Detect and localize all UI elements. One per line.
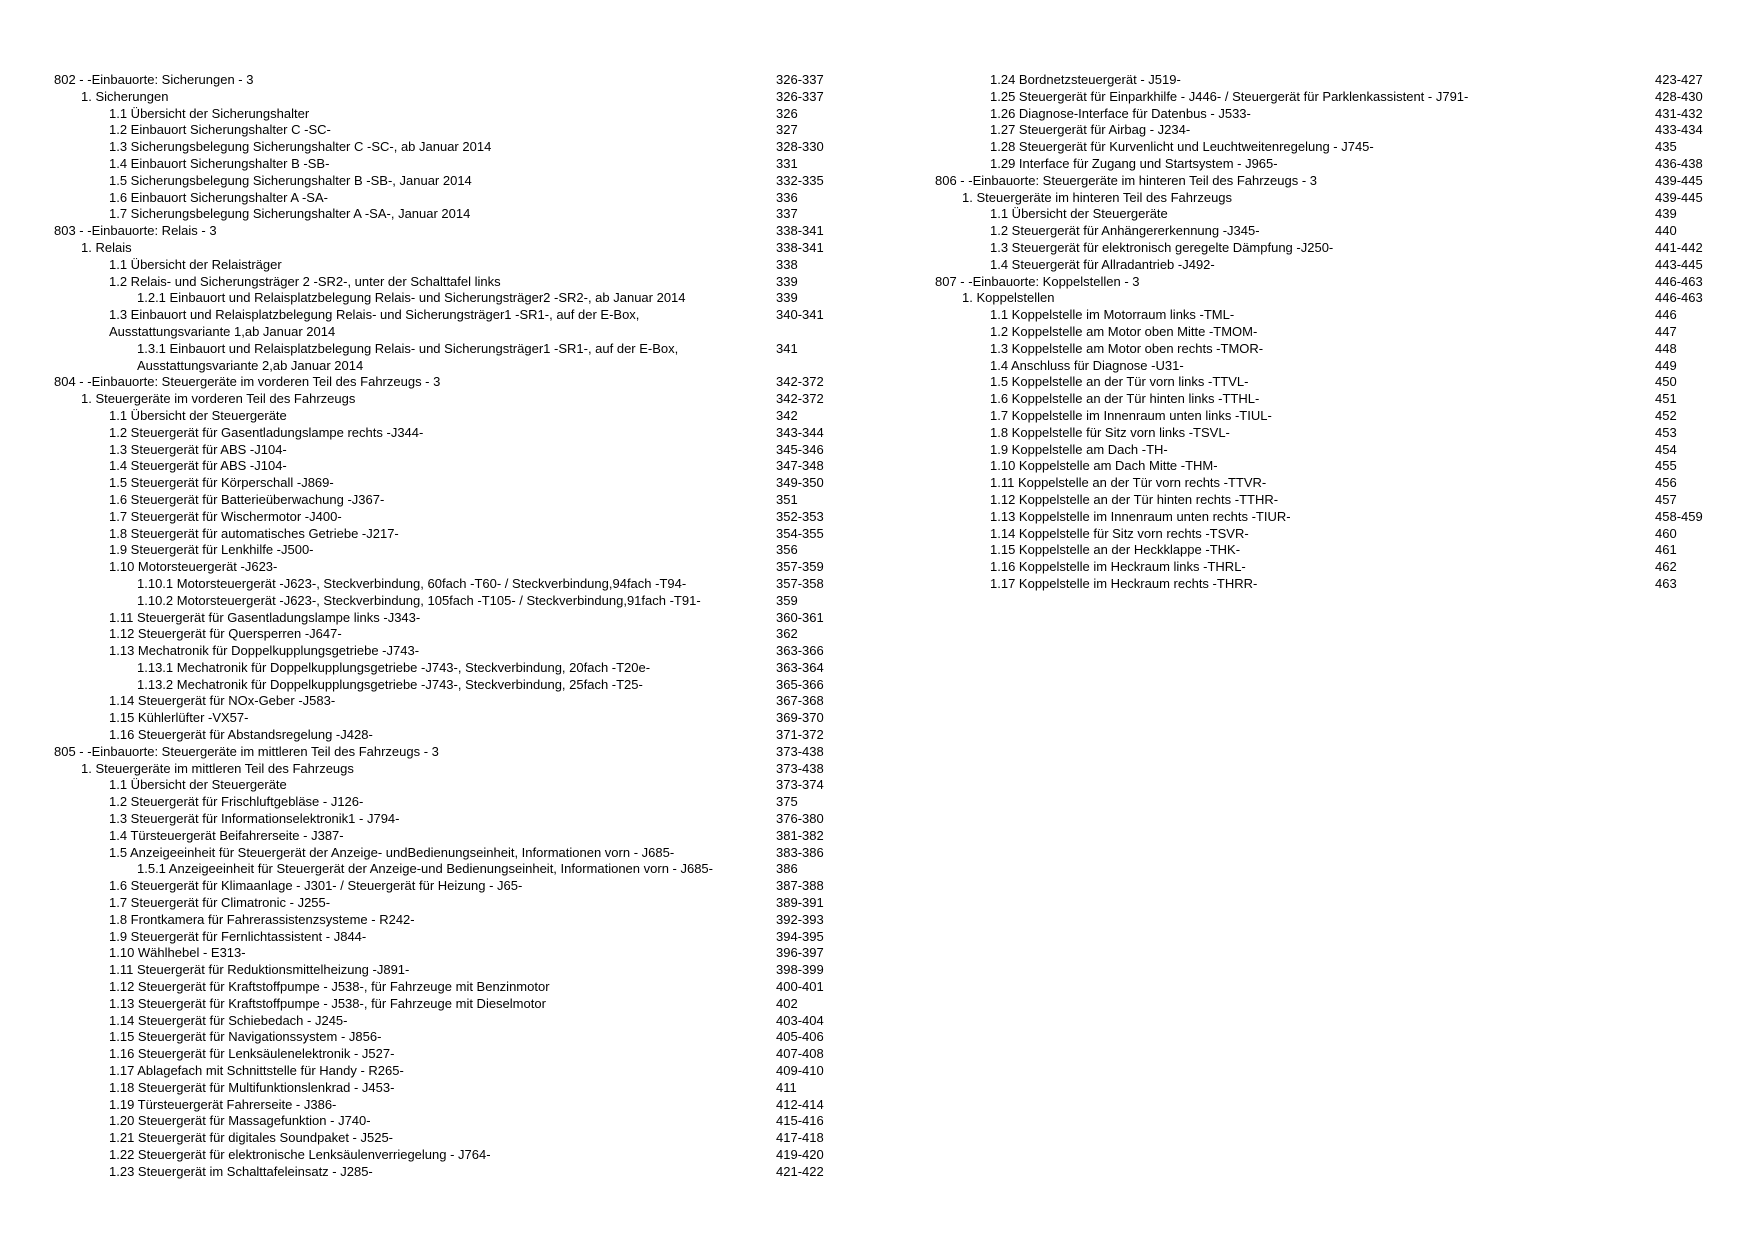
toc-entry-title: 1.6 Koppelstelle an der Tür hinten links -TTHL-: [990, 391, 1260, 407]
toc-entry-pages: 441-442: [1655, 239, 1703, 255]
toc-entry[interactable]: [54, 89, 824, 106]
toc-entry-title: 806 - -Einbauorte: Steuergeräte im hinteren Teil des Fahrzeugs - 3: [935, 172, 1318, 188]
toc-entry-title: 1.1 Koppelstelle im Motorraum links -TML-: [990, 307, 1235, 323]
toc-entry-title: 802 - -Einbauorte: Sicherungen - 3: [54, 72, 254, 87]
toc-entry-title: 1.13 Mechatronik für Doppelkupplungsgetriebe -J743-: [109, 643, 420, 659]
toc-column-left: [54, 72, 824, 1181]
toc-entry[interactable]: [54, 425, 824, 442]
toc-entry-title: 1.11 Steuergerät für Reduktionsmittelheizung -J891-: [109, 962, 410, 978]
toc-entry[interactable]: [54, 1046, 824, 1063]
toc-entry[interactable]: [54, 307, 824, 324]
toc-entry-title: 1.2 Steuergerät für Frischluftgebläse - J126-: [109, 794, 364, 810]
toc-entry[interactable]: [54, 929, 824, 946]
toc-entry-title: 1.28 Steuergerät für Kurvenlicht und Leuchtweitenregelung - J745-: [990, 139, 1374, 155]
toc-entry-pages: 363-366: [776, 643, 824, 659]
toc-entry[interactable]: [54, 559, 824, 576]
toc-entry-title: 1.7 Steuergerät für Wischermotor -J400-: [109, 508, 342, 524]
toc-entry[interactable]: [54, 1063, 824, 1080]
toc-entry[interactable]: [54, 777, 824, 794]
toc-entry[interactable]: [935, 290, 1710, 307]
toc-entry[interactable]: [935, 475, 1710, 492]
toc-entry[interactable]: [54, 324, 824, 341]
toc-entry-title: 1.3 Steuergerät für elektronisch geregelte Dämpfung -J250-: [990, 239, 1334, 255]
toc-entry[interactable]: [54, 274, 824, 291]
toc-entry[interactable]: [935, 173, 1710, 190]
toc-entry[interactable]: [54, 643, 824, 660]
toc-entry[interactable]: [935, 341, 1710, 358]
toc-entry[interactable]: [54, 475, 824, 492]
toc-entry[interactable]: [935, 257, 1710, 274]
toc-entry-title: 1.13.2 Mechatronik für Doppelkupplungsgetriebe -J743-, Steckverbindung, 25fach -T25-: [137, 676, 643, 692]
toc-entry[interactable]: [935, 223, 1710, 240]
toc-entry-pages: 448: [1655, 340, 1677, 356]
toc-entry-pages: 373-374: [776, 777, 824, 793]
toc-entry[interactable]: [935, 492, 1710, 509]
toc-entry-title: 1.3 Sicherungsbelegung Sicherungshalter C -SC-, ab Januar 2014: [109, 139, 492, 155]
toc-entry[interactable]: [935, 576, 1710, 593]
toc-entry-pages: 396-397: [776, 945, 824, 961]
toc-entry-pages: 402: [776, 995, 798, 1011]
toc-entry-title: 1.1 Übersicht der Steuergeräte: [990, 206, 1168, 222]
toc-entry[interactable]: [54, 794, 824, 811]
toc-entry-title: 1.6 Einbauort Sicherungshalter A -SA-: [109, 189, 328, 205]
toc-entry-pages: 338: [776, 256, 798, 272]
toc-entry[interactable]: [54, 240, 824, 257]
toc-entry-pages: 342: [776, 407, 798, 423]
toc-entry-pages: 336: [776, 189, 798, 205]
toc-entry-title: 1.1 Übersicht der Relaisträger: [109, 256, 282, 272]
toc-entry[interactable]: [54, 895, 824, 912]
toc-entry-pages: 443-445: [1655, 256, 1703, 272]
toc-entry[interactable]: [54, 290, 824, 307]
toc-entry-pages: 356: [776, 542, 798, 558]
toc-entry-pages: 436-438: [1655, 155, 1703, 171]
toc-entry-pages: 446-463: [1655, 273, 1703, 289]
toc-entry-pages: 376-380: [776, 811, 824, 827]
toc-entry[interactable]: [54, 761, 824, 778]
toc-entry-title: 1. Koppelstellen: [962, 290, 1055, 306]
toc-entry[interactable]: [54, 979, 824, 996]
toc-entry-title: 1.1 Übersicht der Steuergeräte: [109, 777, 287, 793]
toc-entry-title: 1.13 Koppelstelle im Innenraum unten rechts -TIUR-: [990, 508, 1291, 524]
toc-entry[interactable]: [54, 458, 824, 475]
toc-entry-pages: 439-445: [1655, 172, 1703, 188]
toc-entry-pages: 367-368: [776, 693, 824, 709]
toc-entry-pages: 343-344: [776, 424, 824, 440]
toc-entry-pages: 326-337: [776, 88, 824, 104]
toc-entry[interactable]: [54, 139, 824, 156]
toc-entry-pages: 338-341: [776, 223, 824, 239]
toc-entry-title: 1.5 Anzeigeeinheit für Steuergerät der Anzeige- undBedienungseinheit, Informationen vorn - J685-: [109, 844, 675, 860]
toc-entry-title: 1.6 Steuergerät für Klimaanlage - J301- / Steuergerät für Heizung - J65-: [109, 878, 523, 894]
toc-entry-pages: 383-386: [776, 844, 824, 860]
toc-entry[interactable]: [54, 727, 824, 744]
toc-entry-pages: 446-463: [1655, 290, 1703, 306]
toc-entry[interactable]: [935, 89, 1710, 106]
toc-entry-title: 1.4 Anschluss für Diagnose -U31-: [990, 357, 1184, 373]
toc-entry-title: 1.17 Ablagefach mit Schnittstelle für Handy - R265-: [109, 1063, 404, 1079]
toc-entry[interactable]: [54, 744, 824, 761]
toc-entry-title: 1.14 Steuergerät für Schiebedach - J245-: [109, 1012, 348, 1028]
toc-entry-pages: 435: [1655, 139, 1677, 155]
toc-entry-title: 1.3 Einbauort und Relaisplatzbelegung Relais- und Sicherungsträger1 -SR1-, auf der E-Box,: [109, 307, 640, 323]
toc-entry-title: 1.16 Koppelstelle im Heckraum links -THRL-: [990, 559, 1246, 575]
toc-entry-pages: 451: [1655, 391, 1677, 407]
toc-entry-pages: 415-416: [776, 1113, 824, 1129]
toc-entry-pages: 369-370: [776, 710, 824, 726]
toc-entry[interactable]: [54, 576, 824, 593]
toc-entry-title: 1.2 Koppelstelle am Motor oben Mitte -TMOM-: [990, 323, 1258, 339]
toc-entry-pages: 340-341: [776, 307, 824, 323]
toc-entry[interactable]: [935, 106, 1710, 123]
toc-entry-pages: 337: [776, 206, 798, 222]
toc-entry[interactable]: [54, 492, 824, 509]
toc-entry-pages: 387-388: [776, 878, 824, 894]
toc-entry[interactable]: [54, 72, 824, 89]
toc-entry-pages: 362: [776, 626, 798, 642]
toc-entry-pages: 428-430: [1655, 88, 1703, 104]
toc-entry[interactable]: [54, 122, 824, 139]
toc-entry[interactable]: [54, 962, 824, 979]
toc-entry-title: 1.20 Steuergerät für Massagefunktion - J740-: [109, 1113, 371, 1129]
toc-entry-pages: 339: [776, 290, 798, 306]
toc-entry[interactable]: [935, 358, 1710, 375]
toc-entry[interactable]: [935, 122, 1710, 139]
toc-entry-title: 1.15 Kühlerlüfter -VX57-: [109, 710, 249, 726]
toc-entry-pages: 351: [776, 491, 798, 507]
toc-entry[interactable]: [935, 391, 1710, 408]
toc-entry-pages: 386: [776, 861, 798, 877]
toc-entry-pages: 433-434: [1655, 122, 1703, 138]
toc-entry[interactable]: [935, 274, 1710, 291]
toc-entry-title: 1.8 Koppelstelle für Sitz vorn links -TSVL-: [990, 424, 1230, 440]
toc-entry[interactable]: [935, 324, 1710, 341]
toc-entry-title: 1.7 Sicherungsbelegung Sicherungshalter A -SA-, Januar 2014: [109, 206, 471, 222]
toc-entry[interactable]: [54, 626, 824, 643]
toc-entry-title: 1. Relais: [81, 239, 132, 255]
toc-entry[interactable]: [54, 509, 824, 526]
toc-column-right: [935, 72, 1710, 593]
toc-entry-pages: 392-393: [776, 911, 824, 927]
toc-entry-title: 1.16 Steuergerät für Abstandsregelung -J428-: [109, 727, 373, 743]
toc-entry-title: 1.14 Koppelstelle für Sitz vorn rechts -TSVR-: [990, 525, 1249, 541]
toc-entry-pages: 456: [1655, 475, 1677, 491]
toc-entry-pages: 417-418: [776, 1130, 824, 1146]
toc-entry-pages: 457: [1655, 491, 1677, 507]
toc-entry-title: 1.23 Steuergerät im Schalttafeleinsatz - J285-: [109, 1163, 373, 1179]
toc-entry-title: 1.13 Steuergerät für Kraftstoffpumpe - J538-, für Fahrzeuge mit Dieselmotor: [109, 995, 546, 1011]
toc-entry[interactable]: [54, 593, 824, 610]
toc-entry[interactable]: [54, 1013, 824, 1030]
toc-entry-pages: 332-335: [776, 172, 824, 188]
toc-entry-title: 1.10 Motorsteuergerät -J623-: [109, 559, 278, 575]
toc-entry-pages: 394-395: [776, 928, 824, 944]
toc-entry-pages: 328-330: [776, 139, 824, 155]
toc-entry-title: 1.16 Steuergerät für Lenksäulenelektronik - J527-: [109, 1046, 395, 1062]
toc-entry-title: 1.8 Frontkamera für Fahrerassistenzsysteme - R242-: [109, 911, 415, 927]
toc-entry[interactable]: [54, 710, 824, 727]
toc-entry-pages: 463: [1655, 575, 1677, 591]
toc-entry-title: 1.13.1 Mechatronik für Doppelkupplungsgetriebe -J743-, Steckverbindung, 20fach -T20e-: [137, 659, 651, 675]
toc-entry-pages: 455: [1655, 458, 1677, 474]
toc-entry-pages: 365-366: [776, 676, 824, 692]
toc-entry[interactable]: [935, 139, 1710, 156]
toc-entry[interactable]: [54, 542, 824, 559]
toc-entry-pages: 381-382: [776, 827, 824, 843]
toc-entry-pages: 452: [1655, 407, 1677, 423]
toc-entry-pages: 462: [1655, 559, 1677, 575]
toc-entry-title: 1.7 Koppelstelle im Innenraum unten links -TIUL-: [990, 407, 1272, 423]
toc-entry[interactable]: [54, 861, 824, 878]
toc-entry-title: 1.29 Interface für Zugang und Startsystem - J965-: [990, 155, 1278, 171]
toc-entry-pages: 439-445: [1655, 189, 1703, 205]
toc-entry-title: 1.21 Steuergerät für digitales Soundpaket - J525-: [109, 1130, 394, 1146]
toc-entry[interactable]: [935, 408, 1710, 425]
toc-entry-pages: 347-348: [776, 458, 824, 474]
toc-entry-title: 1.12 Koppelstelle an der Tür hinten rechts -TTHR-: [990, 491, 1279, 507]
toc-entry[interactable]: [935, 374, 1710, 391]
toc-entry-pages: 338-341: [776, 239, 824, 255]
toc-entry-title: 1.5.1 Anzeigeeinheit für Steuergerät der Anzeige-und Bedienungseinheit, Informationen vorn - J685-: [137, 861, 713, 877]
toc-entry-pages: 331: [776, 155, 798, 171]
toc-entry-title: 1.2 Relais- und Sicherungsträger 2 -SR2-, unter der Schalttafel links: [109, 273, 501, 289]
toc-entry[interactable]: [54, 1113, 824, 1130]
toc-entry-pages: 352-353: [776, 508, 824, 524]
toc-entry-title: 1.6 Steuergerät für Batterieüberwachung -J367-: [109, 491, 385, 507]
toc-entry[interactable]: [54, 1130, 824, 1147]
toc-entry-title: 1.8 Steuergerät für automatisches Getriebe -J217-: [109, 525, 399, 541]
toc-entry-pages: 373-438: [776, 760, 824, 776]
toc-entry-title: 1.2.1 Einbauort und Relaisplatzbelegung Relais- und Sicherungsträger2 -SR2-, ab Januar 2014: [137, 290, 686, 306]
toc-entry[interactable]: [54, 1147, 824, 1164]
toc-entry[interactable]: [54, 358, 824, 375]
toc-entry[interactable]: [54, 845, 824, 862]
toc-entry-title: 1.2 Einbauort Sicherungshalter C -SC-: [109, 122, 331, 138]
toc-entry-pages: 389-391: [776, 895, 824, 911]
toc-entry[interactable]: [54, 190, 824, 207]
toc-entry-pages: 461: [1655, 542, 1677, 558]
toc-entry-title: 1.3 Koppelstelle am Motor oben rechts -TMOR-: [990, 340, 1264, 356]
toc-entry-title: 1.12 Steuergerät für Quersperren -J647-: [109, 626, 342, 642]
toc-entry[interactable]: [54, 828, 824, 845]
toc-entry-pages: 363-364: [776, 659, 824, 675]
toc-entry-pages: 447: [1655, 323, 1677, 339]
toc-entry-title: 1. Steuergeräte im hinteren Teil des Fahrzeugs: [962, 189, 1233, 205]
toc-entry-pages: 412-414: [776, 1096, 824, 1112]
toc-entry[interactable]: [54, 878, 824, 895]
toc-entry-pages: 342-372: [776, 374, 824, 390]
toc-entry-title: 804 - -Einbauorte: Steuergeräte im vorderen Teil des Fahrzeugs - 3: [54, 374, 441, 390]
toc-entry-pages: 360-361: [776, 609, 824, 625]
toc-entry-title: Ausstattungsvariante 2,ab Januar 2014: [137, 357, 364, 373]
toc-entry[interactable]: [54, 341, 824, 358]
toc-entry-title: 1.10.1 Motorsteuergerät -J623-, Steckverbindung, 60fach -T60- / Steckverbindung,94fach -T94-: [137, 575, 687, 591]
toc-entry-pages: 405-406: [776, 1029, 824, 1045]
toc-entry-title: 807 - -Einbauorte: Koppelstellen - 3: [935, 273, 1140, 289]
toc-entry[interactable]: [935, 509, 1710, 526]
toc-entry[interactable]: [54, 223, 824, 240]
toc-entry-pages: 454: [1655, 441, 1677, 457]
toc-entry-pages: 354-355: [776, 525, 824, 541]
toc-entry[interactable]: [54, 996, 824, 1013]
toc-entry-title: 1.25 Steuergerät für Einparkhilfe - J446- / Steuergerät für Parklenkassistent - J791-: [990, 88, 1469, 104]
toc-entry[interactable]: [935, 307, 1710, 324]
toc-entry-pages: 421-422: [776, 1163, 824, 1179]
toc-entry-title: 1.17 Koppelstelle im Heckraum rechts -THRR-: [990, 575, 1258, 591]
toc-entry-title: 1.19 Türsteuergerät Fahrerseite - J386-: [109, 1096, 337, 1112]
toc-entry-title: 1.27 Steuergerät für Airbag - J234-: [990, 122, 1191, 138]
toc-entry-title: 1.15 Koppelstelle an der Heckklappe -THK-: [990, 542, 1241, 558]
toc-entry[interactable]: [54, 912, 824, 929]
toc-entry-title: 1.26 Diagnose-Interface für Datenbus - J533-: [990, 105, 1251, 121]
toc-entry-title: Ausstattungsvariante 1,ab Januar 2014: [109, 323, 336, 339]
toc-entry[interactable]: [935, 425, 1710, 442]
toc-entry-title: 1. Steuergeräte im mittleren Teil des Fahrzeugs: [81, 760, 354, 776]
toc-entry-pages: 357-358: [776, 575, 824, 591]
toc-entry-title: 1.5 Sicherungsbelegung Sicherungshalter B -SB-, Januar 2014: [109, 172, 472, 188]
toc-entry[interactable]: [54, 1029, 824, 1046]
toc-entry-pages: 400-401: [776, 979, 824, 995]
toc-entry-title: 1.5 Koppelstelle an der Tür vorn links -TTVL-: [990, 374, 1249, 390]
toc-entry-title: 1.22 Steuergerät für elektronische Lenksäulenverriegelung - J764-: [109, 1147, 491, 1162]
toc-entry-pages: 342-372: [776, 391, 824, 407]
toc-entry[interactable]: [54, 206, 824, 223]
toc-entry-title: 805 - -Einbauorte: Steuergeräte im mittleren Teil des Fahrzeugs - 3: [54, 743, 439, 759]
toc-entry-pages: 339: [776, 273, 798, 289]
toc-entry-title: 1.5 Steuergerät für Körperschall -J869-: [109, 475, 334, 491]
toc-entry-title: 1.9 Steuergerät für Fernlichtassistent - J844-: [109, 928, 367, 944]
toc-entry[interactable]: [54, 526, 824, 543]
toc-entry-title: 1.18 Steuergerät für Multifunktionslenkrad - J453-: [109, 1079, 395, 1095]
toc-entry-pages: 357-359: [776, 559, 824, 575]
toc-entry-title: 1.14 Steuergerät für NOx-Geber -J583-: [109, 693, 336, 709]
toc-entry[interactable]: [54, 442, 824, 459]
toc-entry[interactable]: [54, 391, 824, 408]
toc-entry-pages: 341: [776, 340, 798, 356]
toc-entry-title: 1.15 Steuergerät für Navigationssystem - J856-: [109, 1029, 382, 1045]
toc-entry-pages: 450: [1655, 374, 1677, 390]
toc-entry-pages: 326-337: [776, 72, 824, 87]
toc-entry[interactable]: [935, 190, 1710, 207]
toc-entry-pages: 440: [1655, 223, 1677, 239]
toc-entry[interactable]: [54, 257, 824, 274]
toc-entry-title: 1.3 Steuergerät für Informationselektronik1 - J794-: [109, 811, 400, 827]
toc-entry-title: 1.11 Koppelstelle an der Tür vorn rechts -TTVR-: [990, 475, 1267, 491]
toc-entry-pages: 345-346: [776, 441, 824, 457]
toc-entry-pages: 373-438: [776, 743, 824, 759]
toc-entry-pages: 398-399: [776, 962, 824, 978]
toc-entry-title: 1.4 Türsteuergerät Beifahrerseite - J387-: [109, 827, 344, 843]
toc-entry-title: 1.11 Steuergerät für Gasentladungslampe links -J343-: [109, 609, 421, 625]
toc-entry[interactable]: [54, 106, 824, 123]
toc-entry-pages: 431-432: [1655, 105, 1703, 121]
toc-entry-pages: 407-408: [776, 1046, 824, 1062]
toc-entry-pages: 423-427: [1655, 72, 1703, 87]
toc-entry-pages: 326: [776, 105, 798, 121]
toc-entry-pages: 403-404: [776, 1012, 824, 1028]
toc-entry-pages: 446: [1655, 307, 1677, 323]
toc-entry-title: 1.9 Koppelstelle am Dach -TH-: [990, 441, 1168, 457]
toc-entry[interactable]: [935, 526, 1710, 543]
toc-entry[interactable]: [54, 677, 824, 694]
toc-entry-pages: 419-420: [776, 1147, 824, 1162]
toc-entry[interactable]: [54, 1164, 824, 1181]
toc-entry[interactable]: [935, 156, 1710, 173]
toc-entry-title: 1.1 Übersicht der Steuergeräte: [109, 407, 287, 423]
toc-entry-title: 1.2 Steuergerät für Gasentladungslampe rechts -J344-: [109, 424, 424, 440]
toc-entry[interactable]: [54, 610, 824, 627]
toc-entry-pages: 409-410: [776, 1063, 824, 1079]
toc-entry-title: 1. Steuergeräte im vorderen Teil des Fahrzeugs: [81, 391, 356, 407]
toc-entry-title: 1.4 Steuergerät für ABS -J104-: [109, 458, 287, 474]
toc-entry[interactable]: [54, 811, 824, 828]
toc-entry[interactable]: [935, 458, 1710, 475]
toc-entry-pages: 458-459: [1655, 508, 1703, 524]
toc-entry-title: 1.10 Koppelstelle am Dach Mitte -THM-: [990, 458, 1218, 474]
toc-entry-title: 1.12 Steuergerät für Kraftstoffpumpe - J538-, für Fahrzeuge mit Benzinmotor: [109, 979, 550, 995]
toc-entry-pages: 371-372: [776, 727, 824, 743]
toc-entry-title: 803 - -Einbauorte: Relais - 3: [54, 223, 217, 239]
toc-entry-title: 1.10.2 Motorsteuergerät -J623-, Steckverbindung, 105fach -T105- / Steckverbindung,91fach -T91-: [137, 592, 701, 608]
toc-entry-pages: 327: [776, 122, 798, 138]
toc-entry-pages: 449: [1655, 357, 1677, 373]
toc-entry[interactable]: [935, 559, 1710, 576]
toc-entry[interactable]: [54, 408, 824, 425]
toc-entry[interactable]: [935, 72, 1710, 89]
toc-entry[interactable]: [935, 240, 1710, 257]
toc-entry-pages: 359: [776, 592, 798, 608]
toc-entry-title: 1.7 Steuergerät für Climatronic - J255-: [109, 895, 331, 911]
toc-entry-pages: 439: [1655, 206, 1677, 222]
toc-entry[interactable]: [54, 156, 824, 173]
toc-entry[interactable]: [54, 1097, 824, 1114]
toc-entry-title: 1.3 Steuergerät für ABS -J104-: [109, 441, 287, 457]
toc-entry[interactable]: [935, 542, 1710, 559]
toc-entry-title: 1.24 Bordnetzsteuergerät - J519-: [990, 72, 1181, 87]
toc-entry-pages: 375: [776, 794, 798, 810]
toc-entry-pages: 411: [776, 1079, 797, 1095]
toc-entry-title: 1. Sicherungen: [81, 88, 169, 104]
toc-entry[interactable]: [54, 374, 824, 391]
toc-entry-title: 1.3.1 Einbauort und Relaisplatzbelegung Relais- und Sicherungsträger1 -SR1-, auf der E-Box,: [137, 340, 679, 356]
toc-entry[interactable]: [935, 442, 1710, 459]
toc-entry-title: 1.10 Wählhebel - E313-: [109, 945, 246, 961]
toc-entry[interactable]: [54, 1080, 824, 1097]
toc-entry[interactable]: [54, 173, 824, 190]
toc-entry-title: 1.4 Steuergerät für Allradantrieb -J492-: [990, 256, 1215, 272]
toc-entry-title: 1.9 Steuergerät für Lenkhilfe -J500-: [109, 542, 314, 558]
toc-entry[interactable]: [54, 693, 824, 710]
toc-entry-pages: 349-350: [776, 475, 824, 491]
toc-entry-title: 1.2 Steuergerät für Anhängererkennung -J345-: [990, 223, 1260, 239]
toc-entry-title: 1.1 Übersicht der Sicherungshalter: [109, 105, 310, 121]
toc-entry[interactable]: [54, 945, 824, 962]
toc-entry[interactable]: [935, 206, 1710, 223]
toc-entry-pages: 453: [1655, 424, 1677, 440]
toc-entry-pages: 460: [1655, 525, 1677, 541]
toc-entry-title: 1.4 Einbauort Sicherungshalter B -SB-: [109, 155, 330, 171]
toc-entry[interactable]: [54, 660, 824, 677]
